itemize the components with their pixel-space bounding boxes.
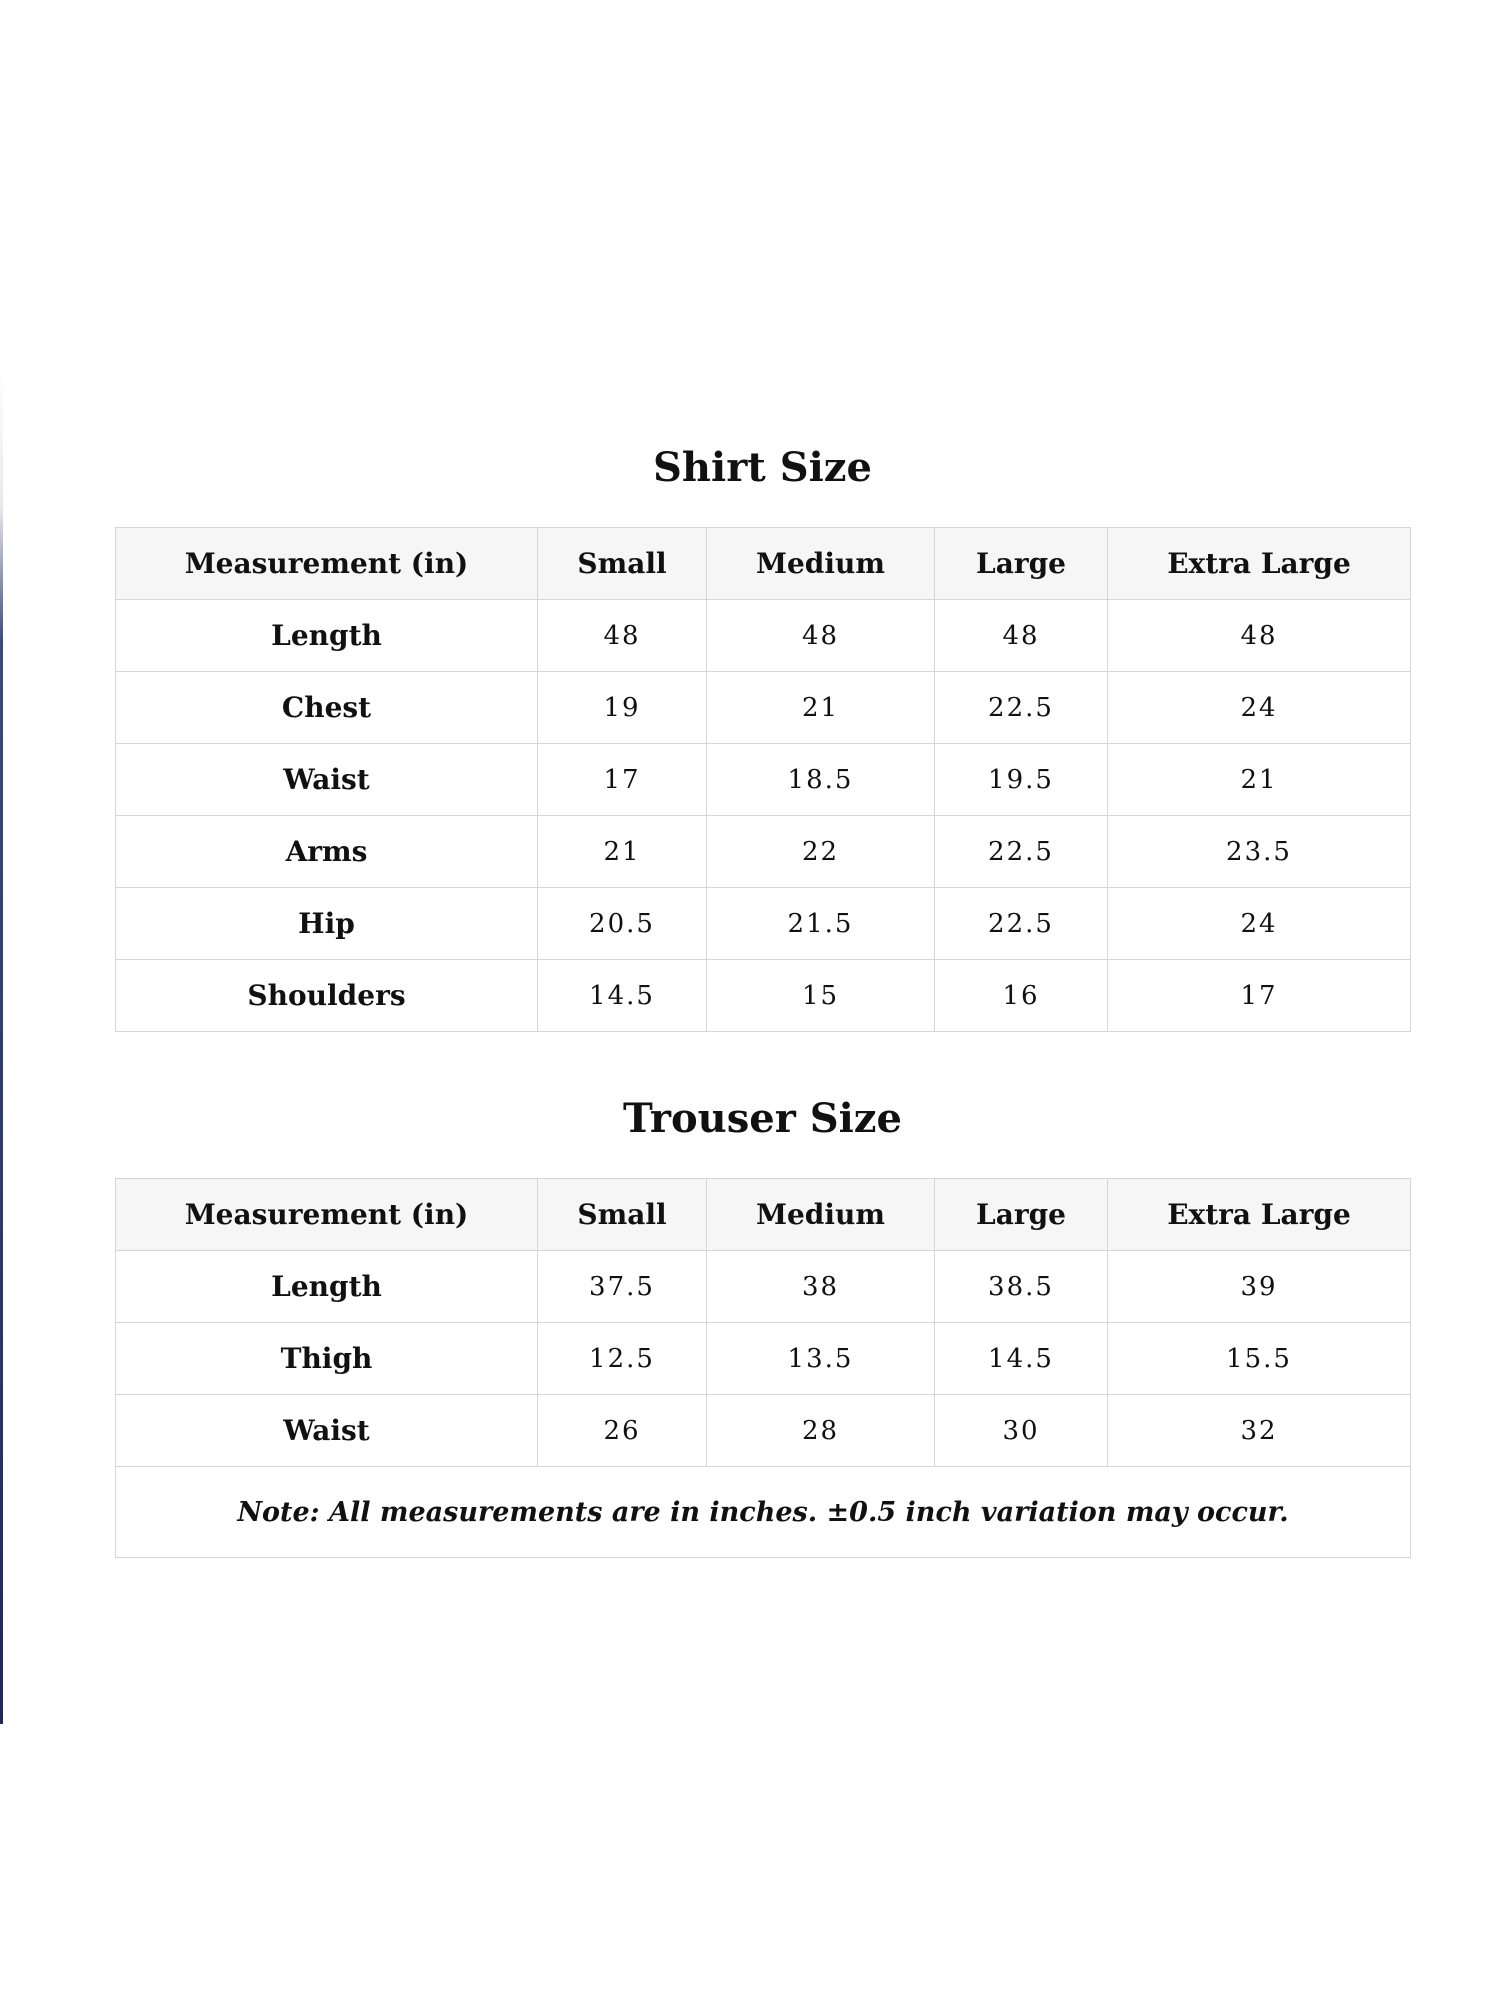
column-header-medium: Medium [707, 528, 935, 600]
cell-value: 15.5 [1108, 1323, 1411, 1395]
cell-value: 21 [538, 816, 707, 888]
cell-value: 22.5 [935, 888, 1108, 960]
cell-value: 38.5 [935, 1251, 1108, 1323]
table-row [116, 1323, 1411, 1395]
cell-value: 12.5 [538, 1323, 707, 1395]
column-header-extra-large: Extra Large [1108, 528, 1411, 600]
shirt-size-table [115, 527, 1411, 1032]
table-row [116, 600, 1411, 672]
cell-value: 19.5 [935, 744, 1108, 816]
column-header-extra-large: Extra Large [1108, 1179, 1411, 1251]
cell-value: 21 [707, 672, 935, 744]
row-label: Length [116, 600, 538, 672]
cell-value: 20.5 [538, 888, 707, 960]
cell-value: 24 [1108, 672, 1411, 744]
table-row [116, 744, 1411, 816]
row-label: Shoulders [116, 960, 538, 1032]
column-header-small: Small [538, 528, 707, 600]
cell-value: 21 [1108, 744, 1411, 816]
cell-value: 30 [935, 1395, 1108, 1467]
row-label: Waist [116, 744, 538, 816]
row-label: Chest [116, 672, 538, 744]
table-row [116, 888, 1411, 960]
table-header-row [116, 528, 1411, 600]
note-row [116, 1467, 1411, 1558]
trouser-size-title: Trouser Size [623, 1095, 902, 1142]
cell-value: 48 [707, 600, 935, 672]
cell-value: 14.5 [538, 960, 707, 1032]
table-header-row [116, 1179, 1411, 1251]
cell-value: 18.5 [707, 744, 935, 816]
row-label: Hip [116, 888, 538, 960]
trouser-size-table [115, 1178, 1411, 1558]
column-header-measurement: Measurement (in) [116, 1179, 538, 1251]
left-edge-strip [0, 372, 3, 1724]
column-header-large: Large [935, 1179, 1108, 1251]
cell-value: 37.5 [538, 1251, 707, 1323]
cell-value: 48 [538, 600, 707, 672]
row-label: Arms [116, 816, 538, 888]
shirt-size-title: Shirt Size [653, 444, 872, 491]
cell-value: 16 [935, 960, 1108, 1032]
measurement-note: Note: All measurements are in inches. ±0.5 inch variation may occur. [116, 1467, 1411, 1558]
cell-value: 22 [707, 816, 935, 888]
table-row [116, 816, 1411, 888]
table-row [116, 672, 1411, 744]
cell-value: 26 [538, 1395, 707, 1467]
table-row [116, 1395, 1411, 1467]
cell-value: 22.5 [935, 672, 1108, 744]
cell-value: 22.5 [935, 816, 1108, 888]
cell-value: 23.5 [1108, 816, 1411, 888]
cell-value: 24 [1108, 888, 1411, 960]
row-label: Length [116, 1251, 538, 1323]
cell-value: 48 [1108, 600, 1411, 672]
column-header-large: Large [935, 528, 1108, 600]
cell-value: 14.5 [935, 1323, 1108, 1395]
column-header-measurement: Measurement (in) [116, 528, 538, 600]
cell-value: 13.5 [707, 1323, 935, 1395]
table-row [116, 1251, 1411, 1323]
cell-value: 17 [538, 744, 707, 816]
cell-value: 39 [1108, 1251, 1411, 1323]
column-header-medium: Medium [707, 1179, 935, 1251]
cell-value: 48 [935, 600, 1108, 672]
cell-value: 17 [1108, 960, 1411, 1032]
row-label: Waist [116, 1395, 538, 1467]
row-label: Thigh [116, 1323, 538, 1395]
cell-value: 32 [1108, 1395, 1411, 1467]
cell-value: 19 [538, 672, 707, 744]
cell-value: 15 [707, 960, 935, 1032]
column-header-small: Small [538, 1179, 707, 1251]
table-row [116, 960, 1411, 1032]
cell-value: 38 [707, 1251, 935, 1323]
cell-value: 28 [707, 1395, 935, 1467]
cell-value: 21.5 [707, 888, 935, 960]
